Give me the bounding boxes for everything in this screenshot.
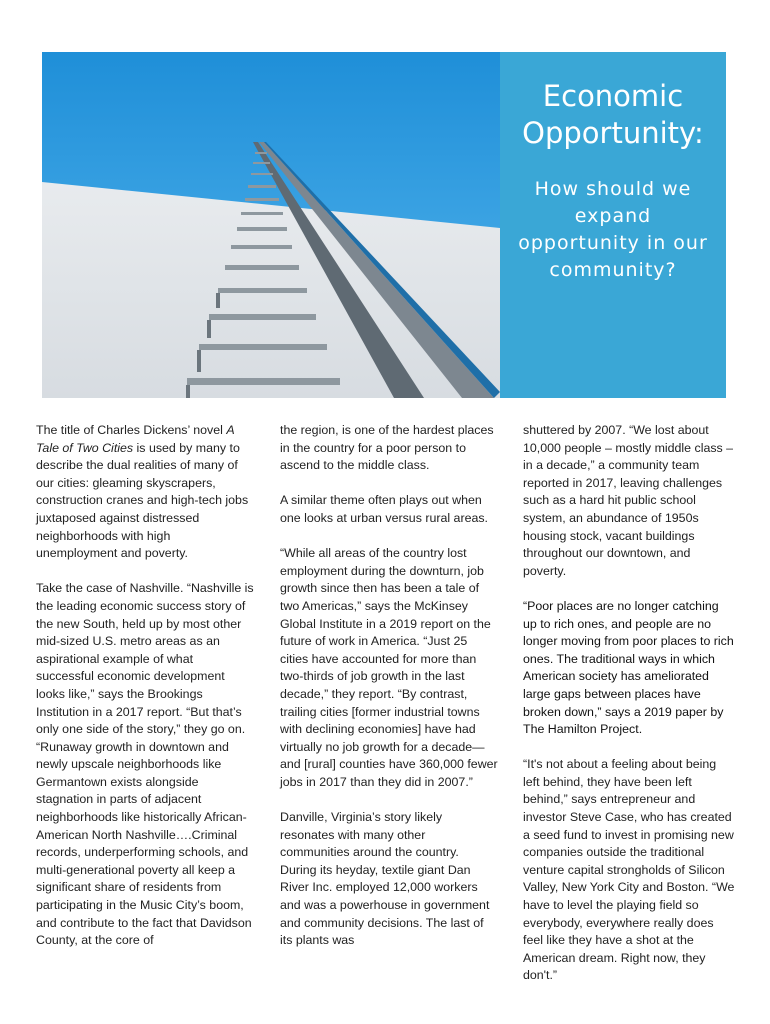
paragraph: A similar theme often plays out when one looks at urban versus rural areas. [280,493,488,525]
ladder-to-sky-photo [42,52,500,398]
paragraph: Take the case of Nashville. “Nashville is the leading economic success story of the new South, held up by most other mid-sized U.S. metro areas as an aspirational example of what successful economic development looks like,” says the Brookings Institution in a 2017 report. “But that’s only one side of the story,” they go on. “Runaway growth in downtown and newly upscale neighborhoods like Germantown exists alongside stagnation in parts of adjacent neighborhoods like historically African-American North Nashville….Criminal records, underperforming schools, and multi-generational poverty all keep a significant share of residents from participating in the Music City’s boom, and contribute to the fact that Davidson County, at the core of [36,581,254,948]
page-title: Economic Opportunity: [522,79,704,150]
paragraph: “It's not about a feeling about being left behind, they have been left behind,” says entrepreneur and investor Steve Case, who has created a seed fund to invest in promising new companies outside the traditional venture capital strongholds of Silicon Valley, New York City and Boston. “We have to level the playing field so everybody, everywhere really does feel like they have a shot at the American dream. Right now, they don't.” [523,757,735,983]
title-panel [500,52,726,398]
paragraph: the region, is one of the hardest places in the country for a poor person to ascend to the middle class. [280,423,494,473]
text-column-2 [280,422,498,967]
page-subtitle: How should we expand opportunity in our community? [518,178,708,281]
text-column-1 [36,422,254,967]
paragraph: “Poor places are no longer catching up to rich ones, and people are no longer moving from poor places to rich ones. The traditional ways in which American society has ameliorated large gaps between places have broken down,” says a 2019 paper by The Hamilton Project. [523,598,734,737]
paragraph: shuttered by 2007. “We lost about 10,000 people – mostly middle class – in a decade,” a community team reported in 2017, leaving challenges such as a hard hit public school system, an abundance of 1950s housing stock, vacant buildings throughout our downtown, and poverty. [523,423,734,578]
paragraph: Danville, Virginia’s story likely resonates with many other communities around the country. During its heyday, textile giant Dan River Inc. employed 12,000 workers and was a powerhouse in government and community decisions. The last of its plants was [280,810,490,948]
book-title: A Tale of Two Cities [36,423,235,455]
hero-image-ladder [42,52,500,398]
paragraph: “While all areas of the country lost employment during the downturn, job growth since then has been a tale of two Americas,” says the McKinsey Global Institute in a 2019 report on the future of work in America. “Just 25 cities have accounted for more than two-thirds of job growth in the last decade,” they report. “By contrast, trailing cities [former industrial towns with declining economies] have had virtually no job growth for a decade—and [rural] counties have 360,000 fewer jobs in 2017 than they did in 2007.” [280,546,498,789]
paragraph [36,422,254,563]
paragraph-text: The title of Charles Dickens’ novel [36,423,227,437]
text-column-3 [523,422,735,1003]
paragraph-text: is used by many to describe the dual realities of many of our cities: gleaming skyscrapers, construction cranes and high-tech jobs juxtaposed against distressed neighborhoods with high unemployment and poverty. [36,440,249,561]
